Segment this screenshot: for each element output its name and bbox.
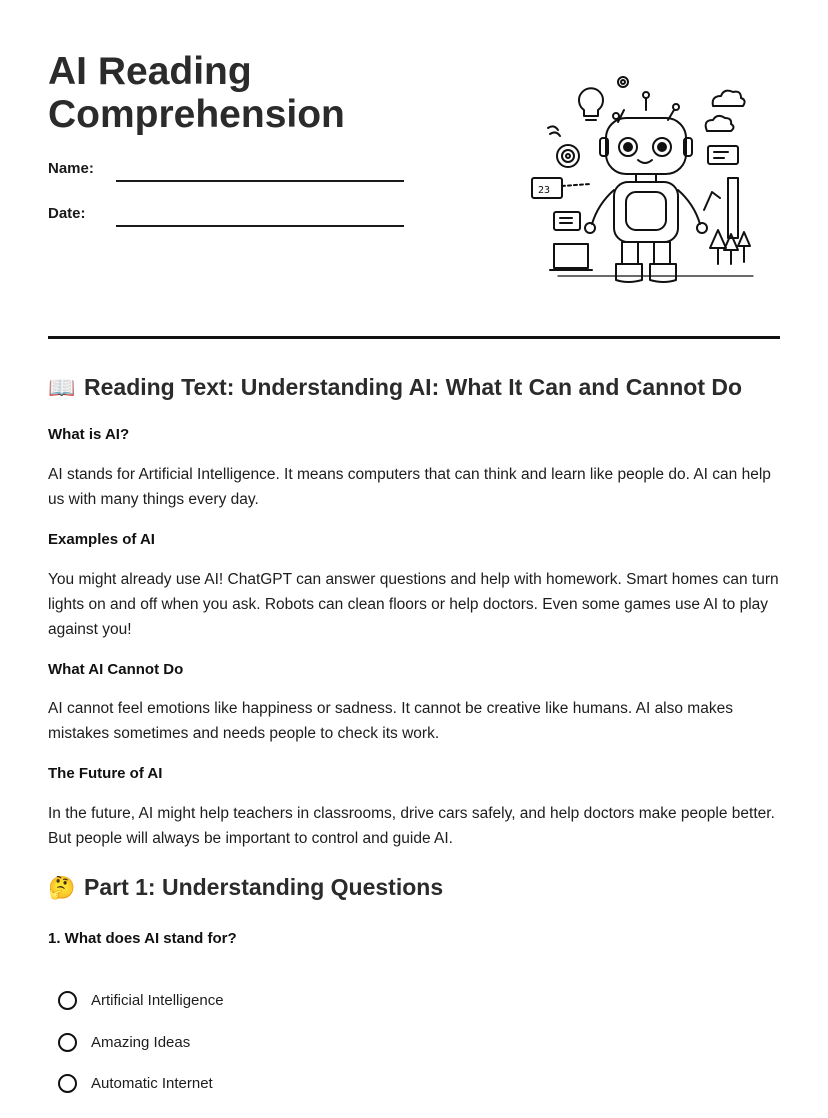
answer-option[interactable] xyxy=(58,1033,190,1052)
book-icon: 📖 xyxy=(48,374,76,400)
section-paragraph: AI cannot feel emotions like happiness or sadness. It cannot be creative like humans. AI also makes mistakes sometimes and needs people to check its work. xyxy=(48,700,733,742)
section-title: Examples of AI xyxy=(48,531,155,548)
radio-button[interactable] xyxy=(58,1074,77,1093)
part1-heading xyxy=(48,874,443,901)
section-paragraph: You might already use AI! ChatGPT can answer questions and help with homework. Smart homes can turn lights on and off when you ask. Robots can clean floors or help doctors. Even some games use AI to play against you! xyxy=(48,571,779,638)
question-text: 1. What does AI stand for? xyxy=(48,930,237,947)
radio-button[interactable] xyxy=(58,991,77,1010)
reading-heading xyxy=(48,374,742,401)
date-label: Date: xyxy=(48,205,86,222)
building-icon xyxy=(728,178,738,238)
section-title: What is AI? xyxy=(48,426,130,443)
robot-illustration xyxy=(528,70,758,295)
name-label: Name: xyxy=(48,160,94,177)
light-bulb-icon xyxy=(579,88,603,120)
thinking-face-icon: 🤔 xyxy=(48,874,76,900)
chat-bubble-icon xyxy=(708,146,738,164)
signal-icon xyxy=(557,145,579,167)
page-title: AI Reading Comprehension xyxy=(48,50,345,136)
reading-heading-text: Reading Text: Understanding AI: What It Can and Cannot Do xyxy=(84,374,743,400)
cloud-icon xyxy=(706,116,734,131)
section-title: What AI Cannot Do xyxy=(48,661,184,678)
answer-option[interactable] xyxy=(58,991,224,1010)
sound-icon xyxy=(548,126,560,136)
answer-option[interactable] xyxy=(58,1074,213,1093)
section-paragraph: AI stands for Artificial Intelligence. It means computers that can think and learn like people do. AI can help us with many things every day. xyxy=(48,466,771,508)
date-line[interactable] xyxy=(116,225,404,227)
gear-icon xyxy=(618,77,628,87)
date-field-row xyxy=(48,205,408,229)
radio-button[interactable] xyxy=(58,1033,77,1052)
answer-option-label: Automatic Internet xyxy=(91,1075,213,1092)
section-divider xyxy=(48,336,780,339)
cloud-icon xyxy=(713,91,745,106)
section-title: The Future of AI xyxy=(48,765,163,782)
answer-option-label: Artificial Intelligence xyxy=(91,992,224,1009)
laptop-icon xyxy=(554,244,588,268)
name-line[interactable] xyxy=(116,180,404,182)
robot-head xyxy=(606,118,686,174)
name-field-row xyxy=(48,160,408,184)
tablet-icon xyxy=(554,212,580,230)
part1-heading-text: Part 1: Understanding Questions xyxy=(84,874,444,900)
section-paragraph: In the future, AI might help teachers in classrooms, drive cars safely, and help doctors make people better. But people will always be important to control and guide AI. xyxy=(48,805,775,847)
answer-option-label: Amazing Ideas xyxy=(91,1034,191,1051)
svg-text:23: 23 xyxy=(538,185,551,196)
